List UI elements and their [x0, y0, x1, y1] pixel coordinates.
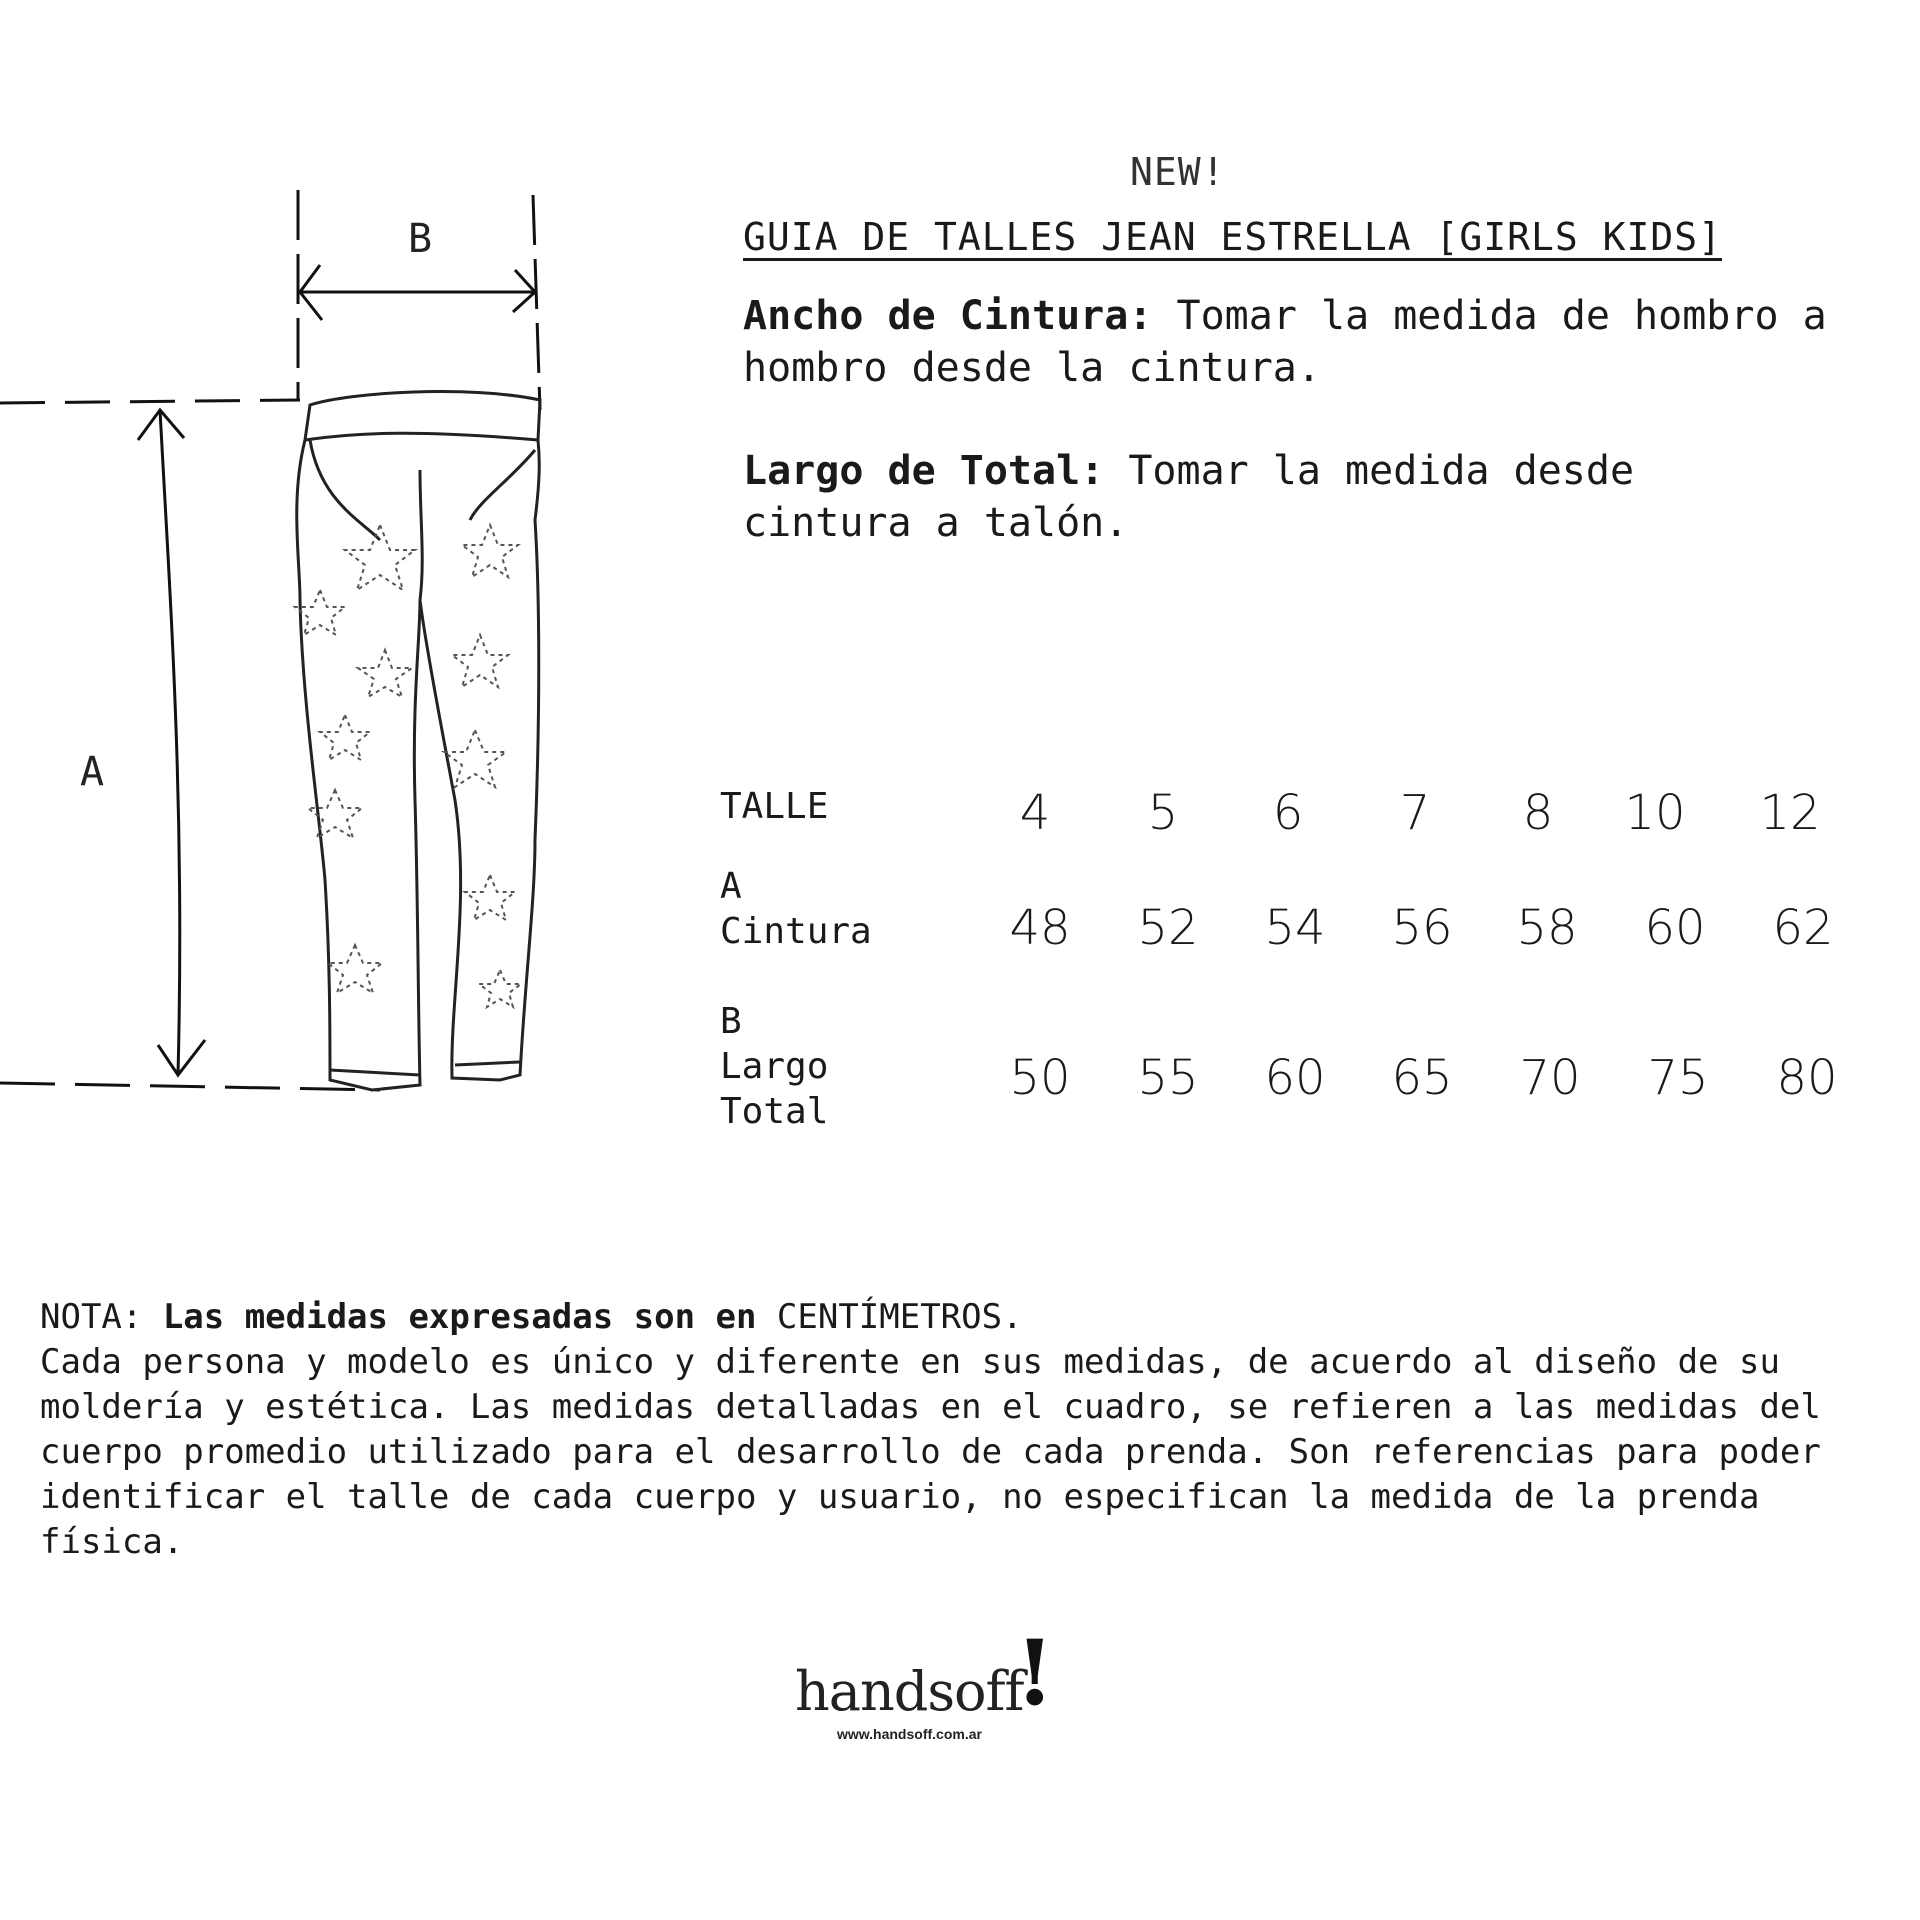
new-badge: NEW! [1130, 150, 1226, 194]
waist-cell: 56 [1391, 900, 1453, 956]
waist-label: Ancho de Cintura: [743, 293, 1153, 339]
waist-instruction [743, 290, 1873, 394]
note-unit: CENTÍMETROS. [776, 1297, 1023, 1337]
length-cell: 75 [1647, 1050, 1709, 1106]
jeans-illustration [0, 0, 600, 1120]
label-a: A [80, 749, 105, 795]
label-b: B [408, 216, 433, 262]
a-guide-top [0, 400, 300, 403]
note-bold-text: Las medidas expresadas son en [142, 1297, 777, 1337]
length-instruction [743, 445, 1663, 549]
a-arrow-bottom-head [158, 1040, 205, 1075]
length-label: Largo de Total: [743, 448, 1105, 494]
waist-cell: 62 [1772, 900, 1834, 956]
size-cell: 12 [1759, 785, 1821, 841]
row-letter-a: A [720, 866, 742, 907]
a-arrow-line [160, 410, 180, 1075]
length-cell: 70 [1519, 1050, 1581, 1106]
page-title: GUIA DE TALLES JEAN ESTRELLA [GIRLS KIDS] [743, 215, 1722, 259]
waist-cell: 60 [1644, 900, 1706, 956]
waist-cell: 52 [1137, 900, 1199, 956]
size-cell: 4 [1019, 785, 1051, 841]
row-name-largo: Largo [720, 1046, 829, 1087]
jeans-outline [297, 392, 540, 1090]
waist-cell: 48 [1009, 900, 1071, 956]
logo-url: www.handsoff.com.ar [837, 1726, 982, 1742]
waist-text: Tomar la medida de hombro a hombro desde la cintura. [743, 293, 1827, 391]
brand-logo [795, 1620, 1055, 1742]
size-header: TALLE [720, 786, 829, 827]
row-name-cintura: Cintura [720, 911, 872, 952]
length-cell: 55 [1137, 1050, 1199, 1106]
waist-cell: 58 [1516, 900, 1578, 956]
note-headline [40, 1295, 1900, 1340]
length-cell: 50 [1009, 1050, 1071, 1106]
a-guide-bottom [0, 1083, 380, 1090]
length-cell: 65 [1391, 1050, 1453, 1106]
logo-wordmark: handsoff [795, 1660, 1024, 1723]
size-cell: 7 [1399, 785, 1431, 841]
note-prefix: NOTA: [40, 1297, 143, 1337]
length-text: Tomar la medida desde cintura a talón. [743, 448, 1635, 546]
row-letter-b: B [720, 1001, 742, 1042]
length-cell: 80 [1776, 1050, 1838, 1106]
size-cell: 8 [1522, 785, 1554, 841]
waist-cell: 54 [1264, 900, 1326, 956]
length-cell: 60 [1264, 1050, 1326, 1106]
size-cell: 5 [1147, 785, 1179, 841]
note-block [40, 1295, 1900, 1565]
size-cell: 6 [1272, 785, 1304, 841]
b-guide-right [533, 195, 540, 410]
logo-exclamation: ! [1015, 1620, 1055, 1726]
note-body: Cada persona y modelo es único y diferente en sus medidas, de acuerdo al diseño de su moldería y estética. Las medidas detalladas en el cuadro, se refieren a las medidas del cuerpo promedio utilizado para el desarrollo de cada prenda. Son referencias para poder identificar el talle de cada cuerpo y usuario, no especifican la medida de la prenda física. [40, 1342, 1821, 1562]
row-name-total: Total [720, 1091, 829, 1132]
size-cell: 10 [1624, 785, 1686, 841]
